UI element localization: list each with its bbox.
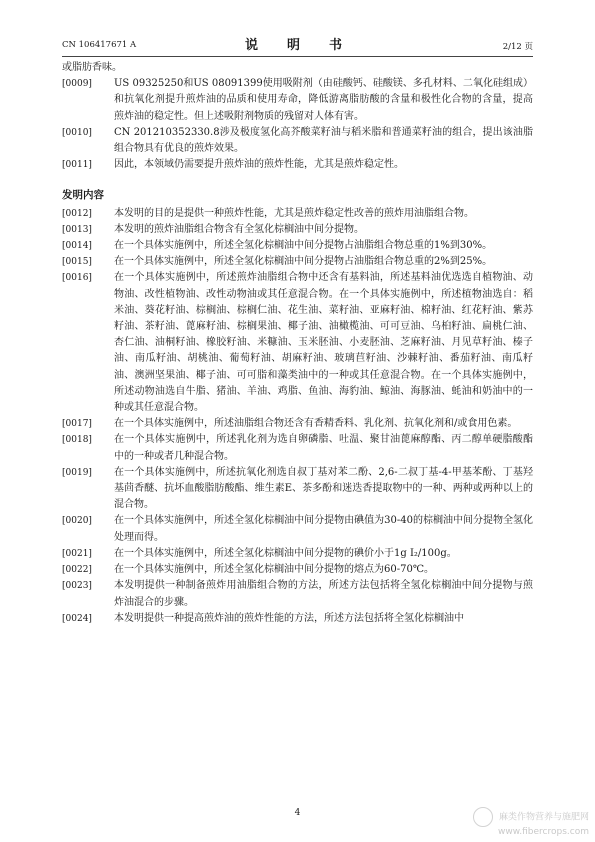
paragraph-number: [0021]	[62, 548, 92, 559]
paragraph-number: [0009]	[62, 79, 92, 90]
page-info: 2/12 页	[502, 42, 533, 52]
paragraph-text: 在一个具体实施例中，所述乳化剂为选自卵磷脂、吐温、聚甘油蓖麻醇酯、丙二醇单硬脂酸酯中的一种或者几种混合物。	[114, 434, 533, 462]
watermark-url: www.fibercrops.com	[498, 827, 589, 837]
continuation-text: 或脂肪香味。	[62, 62, 122, 73]
page-header	[62, 34, 533, 57]
paragraph-number: [0018]	[62, 435, 92, 446]
paragraph-number: [0013]	[62, 224, 92, 235]
paragraph-text: 在一个具体实施例中，所述全氢化棕榈油中间分提物的熔点为60-70℃。	[114, 564, 435, 576]
paragraph-number: [0014]	[62, 241, 92, 252]
patent-number: CN 106417671 A	[62, 40, 137, 50]
watermark-name: 麻类作物营养与施肥网	[498, 812, 589, 823]
paragraph-0011	[62, 157, 533, 173]
page-number: 4	[294, 808, 301, 818]
paragraph-0023	[62, 578, 533, 610]
paragraph-number: [0020]	[62, 516, 92, 527]
paragraph-0010	[62, 125, 533, 157]
paragraph-number: [0015]	[62, 257, 92, 268]
paragraph-number: [0011]	[62, 160, 92, 171]
paragraph-text: 本发明的目的是提供一种煎炸性能，尤其是煎炸稳定性改善的煎炸用油脂组合物。	[114, 207, 474, 219]
paragraph-text: 本发明提供一种制备煎炸用油脂组合物的方法，所述方法包括将全氢化棕榈油中间分提物与煎炸油混合的步骤。	[114, 580, 533, 608]
paragraph-0024	[62, 611, 533, 627]
paragraph-number: [0012]	[62, 208, 92, 219]
paragraph-0019	[62, 465, 533, 514]
paragraph-text: 因此，本领域仍需要提升煎炸油的煎炸性能，尤其是煎炸稳定性。	[114, 159, 404, 171]
paragraph-text: 本发明的煎炸油脂组合物含有全氢化棕榈油中间分提物。	[114, 223, 364, 235]
document-title: 说 明 书	[244, 38, 350, 53]
paragraph-text: 在一个具体实施例中，所述煎炸油脂组合物中还含有基料油，所述基料油优选选自植物油、动物油、改性植物油、改性动物油或其任意混合物。在一个具体实施例中，所述植物油选自：稻米油、葵花籽油、棕榈油、棕榈仁油、花生油、菜籽油、亚麻籽油、棉籽油、红花籽油、紫苏籽油、茶籽油、蓖麻籽油、棕榈果油、椰子油、油橄榄油、可可豆油、乌桕籽油、扁桃仁油、杏仁油、油桐籽油、橡胶籽油、米糠油、玉米胚油、小麦胚油、芝麻籽油、月见草籽油、榛子油、南瓜籽油、胡桃油、葡萄籽油、胡麻籽油、玻璃苣籽油、沙棘籽油、番茄籽油、南瓜籽油、澳洲坚果油、椰子油、可可脂和藻类油中的一种或其任意混合物。在一个具体实施例中，所述动物油选自牛脂、猪油、羊油、鸡脂、鱼油、海豹油、鲸油、海豚油、蚝油和奶油中的一种或其任意混合物。	[114, 272, 533, 414]
paragraph-text: 在一个具体实施例中，所述全氢化棕榈油中间分提物的碘价小于1g I₂/100g。	[114, 547, 457, 559]
paragraph-text: 在一个具体实施例中，所述全氢化棕榈油中间分提物占油脂组合物总重的2%到25%。	[114, 256, 493, 268]
paragraph-0018	[62, 432, 533, 464]
paragraph-text: 本发明提供一种提高煎炸油的煎炸性能的方法，所述方法包括将全氢化棕榈油中	[114, 612, 464, 624]
paragraph-0016	[62, 270, 533, 416]
paragraph-number: [0017]	[62, 419, 92, 430]
paragraph-0009	[62, 76, 533, 125]
paragraph-0013	[62, 222, 533, 238]
paragraph-number: [0022]	[62, 565, 92, 576]
paragraph-text: 在一个具体实施例中，所述全氢化棕榈油中间分提物占油脂组合物总重的1%到30%。	[114, 240, 493, 252]
paragraph-number: [0019]	[62, 467, 92, 478]
watermark	[473, 807, 589, 838]
paragraph-0012	[62, 206, 533, 222]
paragraph-text: US 09325250和US 08091399使用吸附剂（由硅酸钙、硅酸镁、多孔材料、二氧化硅组成）和抗氧化剂提升煎炸油的品质和使用寿命，降低游离脂肪酸的含量和极性化合物的含量，提高煎炸油的稳定性。但上述吸附剂物质的残留对人体有害。	[114, 78, 533, 122]
paragraph-0014	[62, 238, 533, 254]
paragraph-number: [0016]	[62, 273, 92, 284]
paragraph-number: [0023]	[62, 581, 92, 592]
section-title: 发明内容	[62, 189, 104, 202]
paragraph-0021	[62, 546, 533, 562]
paragraph-0017	[62, 416, 533, 432]
paragraph-number: [0010]	[62, 127, 92, 138]
paragraph-text: 在一个具体实施例中，所述油脂组合物还含有香精香料、乳化剂、抗氧化剂和/或食用色素。	[114, 418, 518, 430]
paragraph-text: 在一个具体实施例中，所述全氢化棕榈油中间分提物由碘值为30-40的棕榈油中间分提物全氢化处理而得。	[114, 515, 533, 543]
paragraph-0020	[62, 513, 533, 545]
paragraph-text: 在一个具体实施例中，所述抗氧化剂选自叔丁基对苯二酚、2,6-二叔丁基-4-甲基苯酚、丁基羟基茴香醚、抗坏血酸脂肪酸酯、维生素E、茶多酚和迷迭香提取物中的一种、两种或两种以上的混合物。	[114, 466, 533, 511]
paragraph-number: [0024]	[62, 613, 92, 624]
paragraph-0022	[62, 562, 533, 578]
paragraph-text: CN 201210352330.8涉及极度氢化高芥酸菜籽油与稻米脂和普通菜籽油的组合，提出该油脂组合物具有优良的煎炸效果。	[114, 126, 533, 155]
leaf-logo-icon	[473, 807, 493, 827]
paragraph-0015	[62, 254, 533, 270]
document-body	[62, 60, 533, 627]
